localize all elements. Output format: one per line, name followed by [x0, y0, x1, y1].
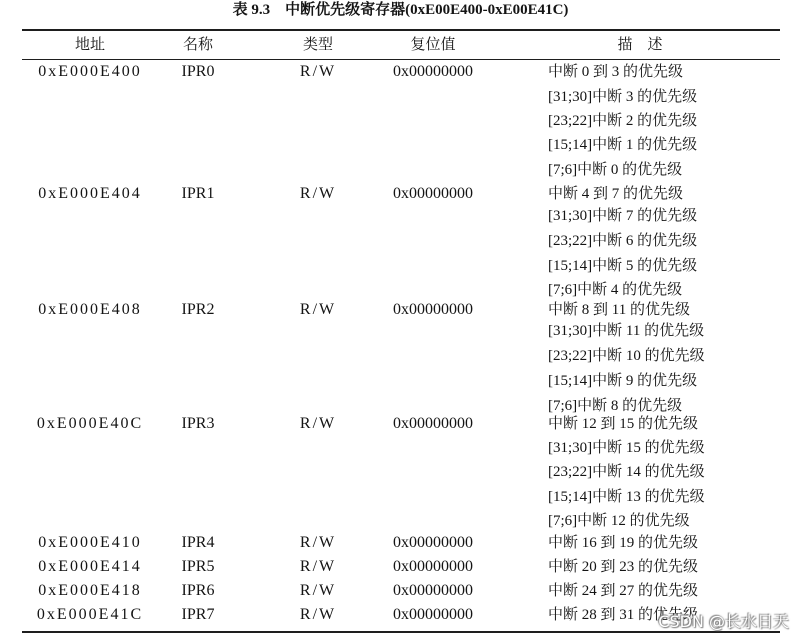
description-line: [15;14]中断 9 的优先级: [548, 373, 698, 389]
description-line: [23;22]中断 6 的优先级: [548, 233, 698, 249]
description-line: 中断 12 到 15 的优先级: [548, 416, 699, 432]
description-line: 中断 16 到 19 的优先级: [548, 535, 699, 551]
address-cell: 0xE000E414: [38, 558, 142, 575]
register-name-cell: IPR6: [181, 582, 215, 599]
register-name-cell: IPR2: [181, 301, 215, 318]
description-line: [15;14]中断 5 的优先级: [548, 258, 698, 274]
description-line: 中断 0 到 3 的优先级: [548, 64, 684, 80]
address-cell: 0xE000E408: [38, 301, 142, 318]
type-cell: R/W: [299, 606, 337, 623]
type-cell: R/W: [299, 582, 337, 599]
header-type: 类型: [302, 37, 333, 53]
header-address: 地址: [74, 37, 105, 53]
table-top-rule: [22, 29, 780, 31]
description-line: [7;6]中断 4 的优先级: [548, 282, 683, 298]
reset-value-cell: 0x00000000: [393, 415, 473, 432]
description-line: 中断 4 到 7 的优先级: [548, 186, 684, 202]
description-line: [7;6]中断 8 的优先级: [548, 398, 683, 414]
description-line: [31;30]中断 11 的优先级: [548, 323, 705, 339]
address-cell: 0xE000E41C: [36, 606, 144, 623]
description-line: [23;22]中断 10 的优先级: [548, 348, 705, 364]
register-name-cell: IPR4: [181, 534, 215, 551]
register-name-cell: IPR0: [181, 63, 215, 80]
description-line: 中断 28 到 31 的优先级: [548, 607, 699, 623]
address-cell: 0xE000E40C: [36, 415, 144, 432]
type-cell: R/W: [299, 185, 337, 202]
type-cell: R/W: [299, 534, 337, 551]
address-cell: 0xE000E410: [38, 534, 142, 551]
description-line: [31;30]中断 7 的优先级: [548, 208, 698, 224]
description-line: 中断 8 到 11 的优先级: [548, 302, 690, 318]
watermark: CSDN @长水日天: [658, 612, 789, 631]
address-cell: 0xE000E418: [38, 582, 142, 599]
reset-value-cell: 0x00000000: [393, 185, 473, 202]
reset-value-cell: 0x00000000: [393, 301, 473, 318]
description-line: [23;22]中断 2 的优先级: [548, 113, 698, 129]
register-name-cell: IPR1: [181, 185, 215, 202]
reset-value-cell: 0x00000000: [393, 534, 473, 551]
reset-value-cell: 0x00000000: [393, 558, 473, 575]
reset-value-cell: 0x00000000: [393, 63, 473, 80]
reset-value-cell: 0x00000000: [393, 582, 473, 599]
register-name-cell: IPR3: [181, 415, 215, 432]
header-name: 名称: [182, 37, 213, 53]
type-cell: R/W: [299, 415, 337, 432]
header-description: 描 述: [617, 37, 663, 53]
description-line: 中断 24 到 27 的优先级: [548, 583, 699, 599]
description-line: [15;14]中断 13 的优先级: [548, 489, 705, 505]
table-header-rule: [22, 59, 780, 60]
description-line: [23;22]中断 14 的优先级: [548, 464, 705, 480]
address-cell: 0xE000E404: [38, 185, 142, 202]
description-line: [7;6]中断 0 的优先级: [548, 162, 683, 178]
description-line: [31;30]中断 15 的优先级: [548, 440, 705, 456]
description-line: [31;30]中断 3 的优先级: [548, 89, 698, 105]
register-name-cell: IPR7: [181, 606, 215, 623]
description-line: 中断 20 到 23 的优先级: [548, 559, 699, 575]
header-reset-value: 复位值: [410, 37, 456, 53]
address-cell: 0xE000E400: [38, 63, 142, 80]
type-cell: R/W: [299, 301, 337, 318]
reset-value-cell: 0x00000000: [393, 606, 473, 623]
table-caption: 表 9.3 中断优先级寄存器(0xE00E400-0xE00E41C): [232, 2, 569, 18]
type-cell: R/W: [299, 63, 337, 80]
description-line: [7;6]中断 12 的优先级: [548, 513, 690, 529]
register-name-cell: IPR5: [181, 558, 215, 575]
type-cell: R/W: [299, 558, 337, 575]
description-line: [15;14]中断 1 的优先级: [548, 137, 698, 153]
